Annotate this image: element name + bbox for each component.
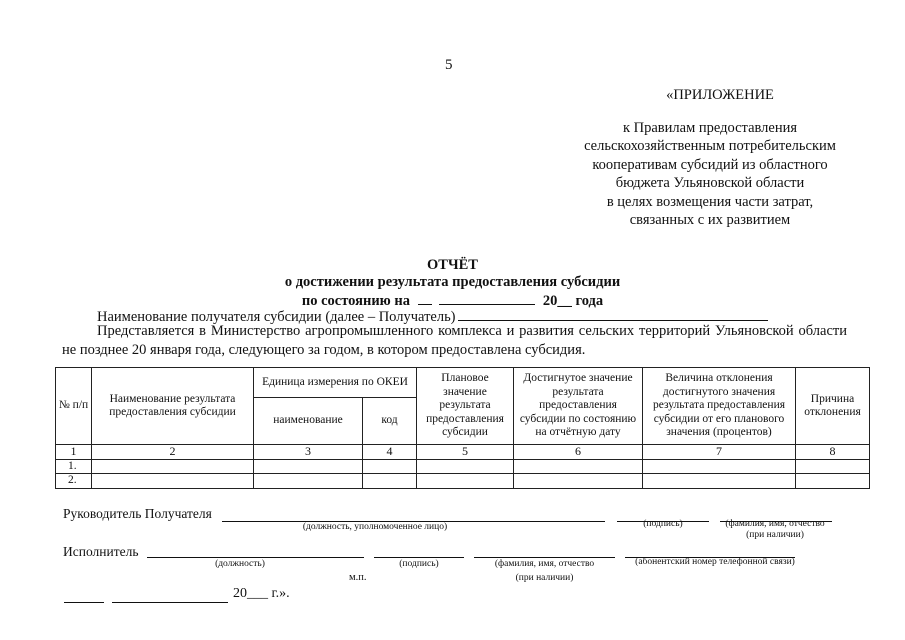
recipient-field[interactable] xyxy=(458,306,768,321)
appendix-line: бюджета Ульяновской области xyxy=(615,175,805,191)
table-cell[interactable] xyxy=(254,474,363,489)
column-number: 8 xyxy=(796,445,870,460)
table-row xyxy=(56,474,870,489)
executor-signature-field[interactable] xyxy=(374,557,464,558)
year-part: 20__ года xyxy=(542,293,604,309)
column-number-row xyxy=(56,445,870,460)
appendix-line: кооперативам субсидий из областного xyxy=(592,156,828,173)
header-no: № п/п xyxy=(56,368,92,445)
row-number: 1. xyxy=(56,459,92,474)
executor-fullname-caption-2: (при наличии) xyxy=(515,573,574,583)
table-cell[interactable] xyxy=(92,474,254,489)
submit-text: Представляется в Министерство агропромышленного комплекса и развития сельских территорий Ульяновской области не позднее 20 января года, следующего за годом, в котором предоставлена субсидия. xyxy=(62,323,847,358)
column-number: 3 xyxy=(254,445,363,460)
report-table xyxy=(55,367,870,489)
table-cell[interactable] xyxy=(92,459,254,474)
column-number: 5 xyxy=(417,445,514,460)
appendix-line: к Правилам предоставления xyxy=(622,119,798,136)
executor-position-field[interactable] xyxy=(147,557,364,558)
executor-position-caption: (должность) xyxy=(215,559,265,569)
appendix-heading: «ПРИЛОЖЕНИЕ xyxy=(666,87,774,103)
column-number: 7 xyxy=(643,445,796,460)
report-title: ОТЧЁТ xyxy=(427,257,478,273)
head-position-caption: (должность, уполномоченное лицо) xyxy=(302,522,448,532)
header-deviation: Величина отклонения достигнутого значения результата предоставления субсидии от его планового значения (процентов) xyxy=(643,368,796,445)
table-row xyxy=(56,459,870,474)
date-month-field[interactable] xyxy=(112,602,228,603)
header-unit-code: код xyxy=(363,398,417,445)
appendix-line: в целях возмещения части затрат, xyxy=(606,193,814,210)
column-number: 1 xyxy=(56,445,92,460)
header-achieved: Достигнутое значение результата предоставления субсидии по состоянию на отчётную дату xyxy=(514,368,643,445)
date-year-suffix: 20___ г.». xyxy=(233,586,290,601)
appendix-block xyxy=(560,86,860,230)
table-cell[interactable] xyxy=(514,474,643,489)
stamp-place: м.п. xyxy=(349,572,367,583)
header-plan: Плановое значение результата предоставления субсидии xyxy=(417,368,514,445)
table-cell[interactable] xyxy=(643,459,796,474)
report-subtitle: о достижении результата предоставления субсидии xyxy=(284,274,621,290)
head-fullname-caption: (фамилия, имя, отчество xyxy=(725,519,825,529)
date-prefix: по состоянию на xyxy=(301,293,410,309)
executor-fullname-field[interactable] xyxy=(474,557,615,558)
executor-fullname-caption: (фамилия, имя, отчество xyxy=(494,559,595,569)
date-day-field[interactable] xyxy=(64,602,104,603)
column-number: 2 xyxy=(92,445,254,460)
table-cell[interactable] xyxy=(796,474,870,489)
header-result-name: Наименование результата предоставления субсидии xyxy=(92,368,254,445)
appendix-line: сельскохозяйственным потребительским xyxy=(584,138,836,154)
row-number: 2. xyxy=(56,474,92,489)
header-reason: Причина отклонения xyxy=(796,368,870,445)
table-cell[interactable] xyxy=(643,474,796,489)
table-cell[interactable] xyxy=(796,459,870,474)
table-cell[interactable] xyxy=(363,474,417,489)
table-cell[interactable] xyxy=(417,474,514,489)
header-unit-name: наименование xyxy=(254,398,363,445)
head-label: Руководитель Получателя xyxy=(63,506,212,521)
page-number: 5 xyxy=(445,57,453,73)
table-header-row xyxy=(56,368,870,398)
header-unit-group: Единица измерения по ОКЕИ xyxy=(254,368,417,398)
month-blank xyxy=(439,291,535,305)
head-fullname-caption-2: (при наличии) xyxy=(746,530,804,540)
column-number: 4 xyxy=(363,445,417,460)
appendix-line: связанных с их развитием xyxy=(629,212,791,228)
recipient-label: Наименование получателя субсидии (далее – Получатель) xyxy=(97,309,456,325)
table-cell[interactable] xyxy=(514,459,643,474)
executor-label: Исполнитель xyxy=(63,544,139,559)
day-blank xyxy=(418,291,432,305)
column-number: 6 xyxy=(514,445,643,460)
report-title-block xyxy=(0,257,905,310)
table-cell[interactable] xyxy=(417,459,514,474)
table-cell[interactable] xyxy=(254,459,363,474)
executor-signature-caption: (подпись) xyxy=(399,559,439,569)
executor-phone-caption: (абонентский номер телефонной связи) xyxy=(635,557,795,567)
table-cell[interactable] xyxy=(363,459,417,474)
head-signature-caption: (подпись) xyxy=(643,519,683,529)
